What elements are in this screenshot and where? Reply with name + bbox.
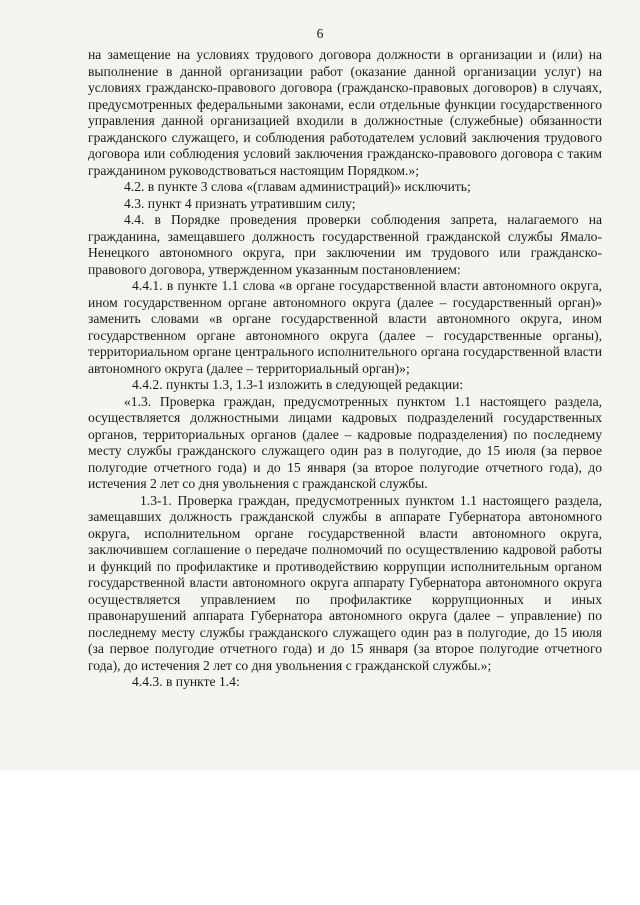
paragraph-item-4-3: 4.3. пункт 4 признать утратившим силу; bbox=[124, 195, 356, 211]
paragraph-continuation: на замещение на условиях трудового договора должности в организации и (или) на выполнение в данной организации работ (оказание данной организации услуг) на условиях гражданско-правового договора (гражданско-правовых договоров) в случаях, предусмотренных федеральными законами, если отдельные функции государственного управления данной организацией входили в должностные (служебные) обязанности гражданского служащего, и соблюдения работодателем условий заключения трудового договора или соблюдения условий заключения гражданско-правового договора с таким гражданином руководствоваться настоящим Порядком.»; bbox=[88, 47, 602, 178]
paragraph-item-4-4-2: 4.4.2. пункты 1.3, 1.3-1 изложить в следующей редакции: bbox=[132, 377, 464, 392]
paragraph-clause-1-3: «1.3. Проверка граждан, предусмотренных пунктом 1.1 настоящего раздела, осуществляется должностными лицами кадровых подразделений государственных органов, территориальных органов (далее – кадровые подразделения) по последнему месту службы гражданского служащего один раз в полугодие, до 15 июля (за первое полугодие отчетного года) и до 15 января (за второе полугодие отчетного года), до истечения 2 лет со дня увольнения с гражданской службы. bbox=[88, 393, 602, 491]
page-number: 6 bbox=[316, 26, 324, 41]
paragraph-item-4-4-3: 4.4.3. в пункте 1.4: bbox=[132, 674, 240, 689]
paragraph-item-4-4: 4.4. в Порядке проведения проверки соблюдения запрета, налагаемого на гражданина, замещавшего должность государственной гражданской службы Ямало-Ненецкого автономного округа, при заключении им трудового или гражданско-правового договора, утвержденном указанным постановлением: bbox=[88, 212, 602, 277]
paragraph-clause-1-3-1: 1.3-1. Проверка граждан, предусмотренных пунктом 1.1 настоящего раздела, замещавших должность гражданской службы в аппарате Губернатора автономного округа, исполнительном органе государственной власти автономного округа, заключившем соглашение о передаче полномочий по осуществлению кадровой работы и функций по профилактике и противодействию коррупции исполнительным органом государственной власти автономного округа аппарату Губернатора автономного округа осуществляется управлением по профилактике коррупционных и иных правонарушений аппарата Губернатора автономного округа (далее – управление) по последнему месту службы гражданского служащего один раз в полугодие, до 15 июля (за первое полугодие отчетного года) и до 15 января (за второе полугодие отчетного года), до истечения 2 лет со дня увольнения с гражданской службы.»; bbox=[88, 492, 602, 673]
document-body bbox=[88, 47, 602, 691]
paragraph-item-4-2: 4.2. в пункте 3 слова «(главам администраций)» исключить; bbox=[124, 179, 471, 194]
paragraph-item-4-4-1: 4.4.1. в пункте 1.1 слова «в органе государственной власти автономного округа, ином государственном органе автономного округа (далее – государственный орган)» заменить словами «в органе государственной власти автономного округа, ином государственном органе автономного округа (далее – государственные органы), территориальном органе центрального исполнительного органа государственной власти автономного округа (далее – территориальный орган)»; bbox=[88, 278, 602, 376]
